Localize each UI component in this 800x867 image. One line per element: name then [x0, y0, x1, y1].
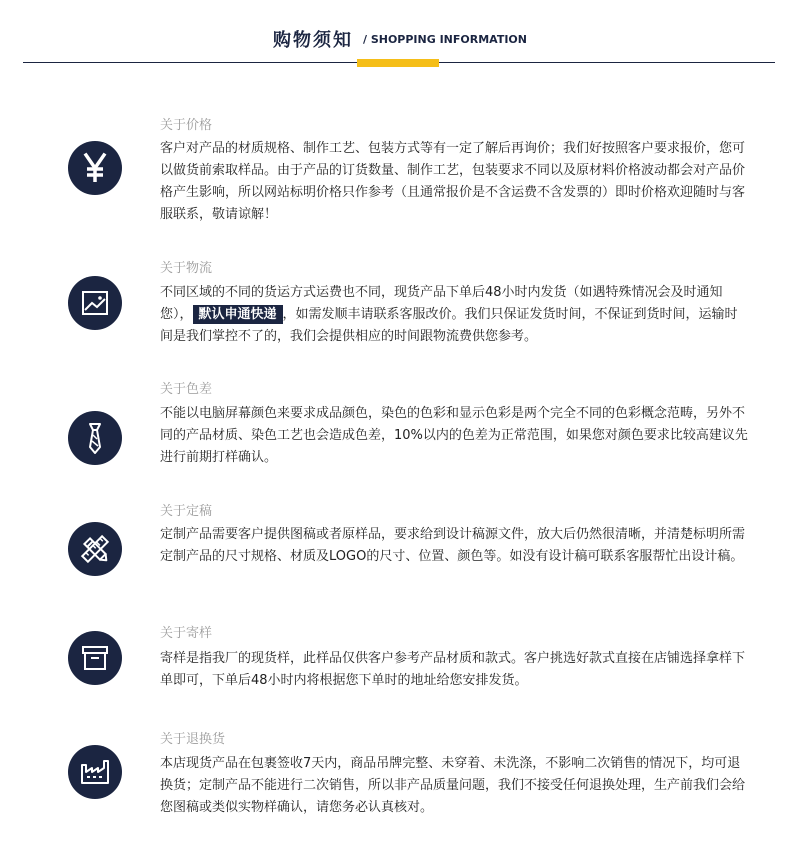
section-title: 关于色差 — [160, 382, 213, 397]
section-text: 本店现货产品在包裹签收7天内，商品吊牌完整、未穿着、未洗涤，不影响二次销售的情况下，均可退换货；定制产品不能进行二次销售，所以非产品质量问题，我们不接受任何退换处理，生产前我们会给您图稿或类似实物样确认，请您务必认真核对。 — [160, 756, 746, 815]
section-title: 关于物流 — [160, 261, 213, 276]
section-text: 寄样是指我厂的现货样，此样品仅供客户参考产品材质和款式。客户挑选好款式直接在店铺选择拿样下单即可，下单后48小时内将根据您下单时的地址给您安排发货。 — [160, 651, 746, 688]
section-title: 关于定稿 — [160, 504, 213, 519]
section-text-part: ，如需发顺丰请联系客服改价。我们只保证发货时间，不保证到货时间，运输时间是我们掌控不了的，我们会提供相应的时间跟物流费供您参考。 — [160, 307, 738, 344]
section-text-part: 不同区域的不同的货运方式运费也不同，现货产品下单后48小时内发货（如遇特殊情况会及时通知您）， — [160, 285, 723, 322]
factory-icon — [68, 745, 122, 799]
section-body — [160, 524, 750, 568]
section-body — [160, 648, 750, 692]
header-accent-bar — [357, 59, 439, 67]
section-text — [160, 282, 750, 348]
section-text: 客户对产品的材质规格、制作工艺、包装方式等有一定了解后再询价；我们好按照客户要求报价，您可以做货前索取样品。由于产品的订货数量、制作工艺，包装要求不同以及原材料价格波动都会对产品价格产生影响，所以网站标明价格只作参考（且通常报价是不含运费不含发票的）即时价格欢迎随时与客服联系，敬请谅解！ — [160, 141, 746, 222]
section-body — [160, 403, 750, 469]
picture-icon — [68, 276, 122, 330]
header-title-row — [0, 26, 800, 52]
section-body — [160, 753, 750, 819]
section-text: 不能以电脑屏幕颜色来要求成品颜色，染色的色彩和显示色彩是两个完全不同的色彩概念范畴，另外不同的产品材质、染色工艺也会造成色差，10%以内的色差为正常范围，如果您对颜色要求比较高建议先进行前期打样确认。 — [160, 406, 748, 465]
section-title: 关于退换货 — [160, 732, 226, 747]
page-header — [0, 0, 800, 70]
package-icon — [68, 631, 122, 685]
section-title: 关于寄样 — [160, 626, 213, 641]
section-title: 关于价格 — [160, 118, 213, 133]
design-tools-icon — [68, 522, 122, 576]
page-subtitle: / SHOPPING INFORMATION — [362, 32, 527, 46]
page-title: 购物须知 — [272, 30, 353, 51]
section-text: 定制产品需要客户提供图稿或者原样品，要求给到设计稿源文件，放大后仍然很清晰，并清楚标明所需定制产品的尺寸规格、材质及LOGO的尺寸、位置、颜色等。如没有设计稿可联系客服帮忙出设计稿。 — [160, 527, 746, 564]
yen-icon — [68, 141, 122, 195]
tie-icon — [68, 411, 122, 465]
section-body — [160, 138, 750, 226]
section-body — [160, 282, 750, 348]
default-courier-badge: 默认申通快递 — [193, 305, 283, 324]
